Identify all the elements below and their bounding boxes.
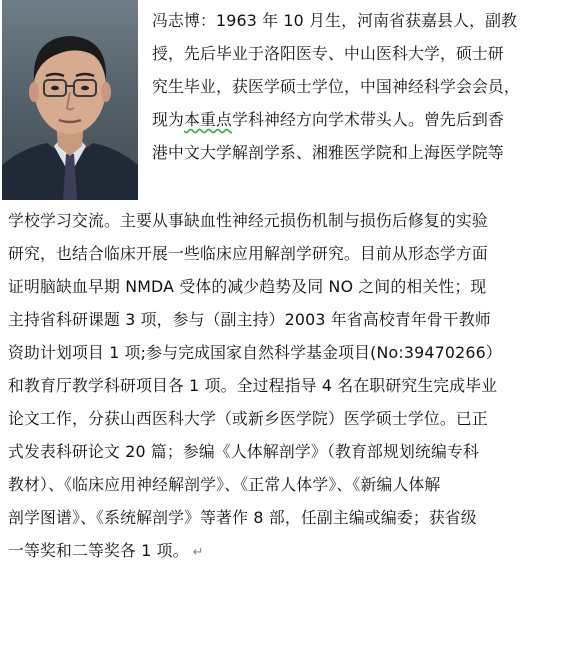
bio-line-16-text: 一等奖和二等奖各 1 项。	[8, 541, 189, 560]
bio-line-11: 和教育厅教学科研项目各 1 项。全过程指导 4 名在职研究生完成毕业	[8, 376, 498, 395]
portrait-illustration	[2, 0, 138, 200]
bio-line-14: 教材）、《临床应用神经解剖学》、《正常人体学》、《新编人体解	[8, 475, 441, 494]
bio-line-3: 究生毕业，获医学硕士学位，中国神经科学会会员，	[152, 77, 520, 96]
bio-line-9: 主持省科研课题 3 项，参与（副主持）2003 年省高校青年骨干教师	[8, 310, 491, 329]
grammar-flag-text: 本重点	[184, 110, 232, 129]
bio-line-13: 式发表科研论文 20 篇；参编《人体解剖学》（教育部规划统编专科	[8, 442, 479, 461]
portrait-photo	[2, 0, 138, 200]
bio-line-10: 资助计划项目 1 项;参与完成国家自然科学基金项目(No:39470266）	[8, 343, 502, 362]
bio-line-8: 证明脑缺血早期 NMDA 受体的减少趋势及同 NO 之间的相关性；现	[8, 277, 487, 296]
bio-line-5: 港中文大学解剖学系、湘雅医学院和上海医学院等	[152, 143, 504, 162]
bio-line-4-before: 现为	[152, 110, 184, 129]
bio-line-6: 学校学习交流。主要从事缺血性神经元损伤机制与损伤后修复的实验	[8, 211, 488, 230]
paragraph-mark-icon: ↵	[192, 545, 204, 560]
bio-line-7: 研究，也结合临床开展一些临床应用解剖学研究。目前从形态学方面	[8, 244, 488, 263]
bio-line-2: 授，先后毕业于洛阳医专、中山医科大学，硕士研	[152, 44, 504, 63]
bio-line-16	[8, 534, 204, 567]
bio-line-15: 剖学图谱》、《系统解剖学》等著作 8 部，任副主编或编委；获省级	[8, 508, 477, 527]
bio-line-4	[152, 103, 504, 136]
bio-line-1: 冯志博：1963 年 10 月生，河南省获嘉县人，副教	[152, 11, 518, 30]
bio-line-4-after: 学科神经方向学术带头人。曾先后到香	[232, 110, 504, 129]
bio-line-12: 论文工作，分获山西医科大学（或新乡医学院）医学硕士学位。已正	[8, 409, 488, 428]
